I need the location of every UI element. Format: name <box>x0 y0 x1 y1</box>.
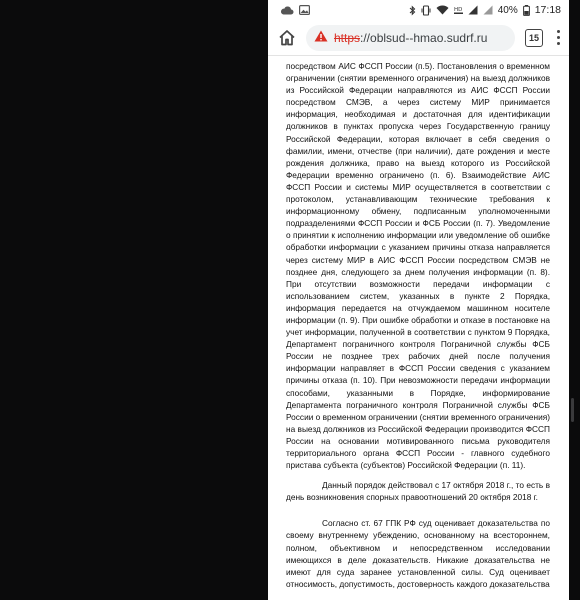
tab-switcher-button[interactable]: 15 <box>525 29 543 47</box>
scrollbar-area <box>569 0 580 600</box>
url-host: ://oblsud--hmao.sudrf.ru <box>360 30 488 45</box>
status-bar <box>268 0 569 20</box>
phone-screen <box>268 0 569 600</box>
battery-percent: 40% <box>497 4 518 16</box>
bluetooth-icon <box>409 5 416 16</box>
menu-dot-icon <box>557 36 560 39</box>
home-button[interactable] <box>276 27 298 49</box>
menu-dot-icon <box>557 42 560 45</box>
address-bar <box>268 20 569 56</box>
clock: 17:18 <box>534 4 561 16</box>
paragraph-2: Данный порядок действовал с 17 октября 2018 г., то есть в день возникновения спорных правоотношений 20 октября 2018 г. <box>286 480 550 503</box>
svg-text:HD: HD <box>453 7 463 13</box>
page-content[interactable] <box>268 56 569 600</box>
url-field[interactable] <box>306 25 515 51</box>
document-text <box>286 60 550 590</box>
wifi-icon <box>436 5 449 15</box>
cloud-icon <box>280 6 294 15</box>
url-scheme: https <box>334 30 361 45</box>
browser-menu-button[interactable] <box>555 30 561 45</box>
vibrate-icon <box>421 5 431 16</box>
signal-icon <box>468 5 478 15</box>
not-secure-warning-icon[interactable] <box>314 30 328 45</box>
battery-icon <box>523 5 530 16</box>
hd-icon <box>454 5 463 15</box>
image-icon <box>299 5 310 15</box>
signal-icon-2 <box>483 5 493 15</box>
paragraph-1: посредством АИС ФССП России (п.5). Постановления о временном ограничении (снятии временного ограничения) на выезд должников из Российской Федерации направляются из АИС ФССП России посредством СМЭВ, а через систему МИР принимается информация, необходимая и достаточная для идентификации должников в пунктах пропуска через Государственную границу Российской Федерации, которая включает в себя сведения о фамилии, имени, отчестве (при наличии), дате рождения и месте рождения должника, право на выезд которого из Российской Федерации временно ограничено (п. 6). Взаимодействие АИС ФССП России и системы МИР осуществляется в соответствии с протоколом, устанавливающим технические требования к информационному обмену, подписанным уполномоченными подразделениями ФССП России и ФСБ России (п. 7). Уведомление о принятии к исполнению информации или уведомление об ошибке обработки информации с указанием причины отказа направляется через систему МИР в АИС ФССП России посредством СМЭВ не позднее дня, следующего за днем получения информации (п. 8). При отсутствии возможности передачи информации с использованием систем, указанных в пункте 2 Порядка, информация передается на отчуждаемом машинном носителе информации (п. 9). При ошибке обработки и отказе в постановке на учет информации, полученной в соответствии с пунктом 9 Порядка, Департамент пограничного контроля Пограничной службы ФСБ России не позднее трех рабочих дней после получения информации направляет в ФССП России сведения с указанием причины отказа (п. 10). При невозможности передачи информации способами, указанными в Порядке, информирование Департамента пограничного контроля Пограничной службы ФСБ России о временном ограничении (снятии временного ограничения) на выезд должников из Российской Федерации производится ФССП России на основании мотивированного письма руководителя территориального органа ФССП России - главного судебного пристава субъекта (субъектов) Российской Федерации (п. 11). <box>286 61 550 471</box>
home-icon <box>278 29 296 46</box>
paragraph-3: Согласно ст. 67 ГПК РФ суд оценивает доказательства по своему внутреннему убеждению, основанному на всестороннем, полном, объективном и непосредственном исследовании имеющихся в деле доказательств. Никакие доказательства не имеют для суда заранее установленной силы. Суд оценивает относимость, допустимость, достоверность каждого доказательства <box>286 518 550 589</box>
scrollbar-thumb[interactable] <box>571 398 574 422</box>
menu-dot-icon <box>557 30 560 33</box>
